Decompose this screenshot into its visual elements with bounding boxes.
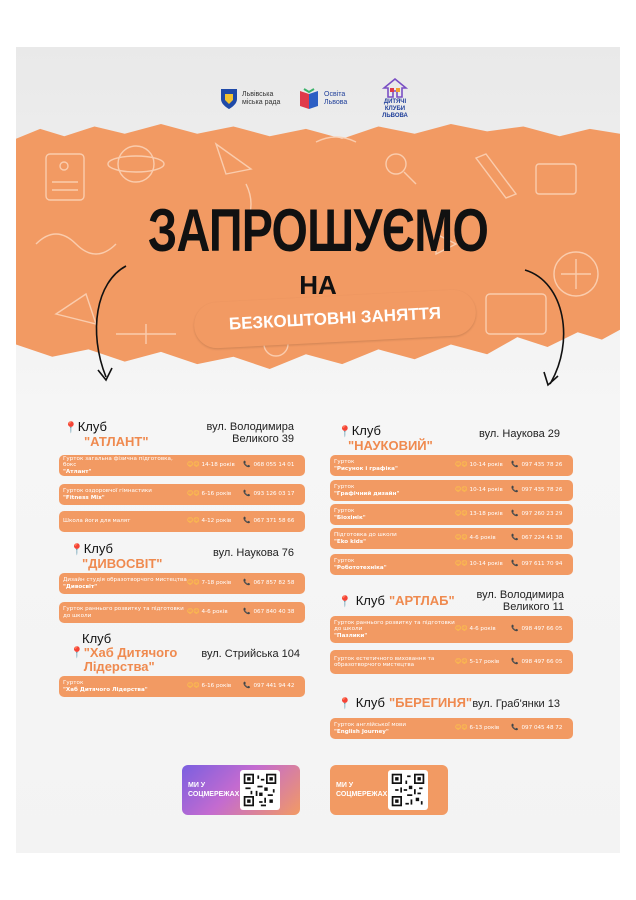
club-prefix: Клуб (77, 419, 107, 434)
coat-of-arms-icon (220, 88, 238, 110)
kids-emoji-icon: 😊😊 (455, 625, 468, 633)
phone-icon: 📞 (511, 534, 519, 542)
phone-number: 097 045 48 72 (521, 725, 563, 732)
right-arrow-icon (520, 262, 575, 392)
class-name: Підготовка до школи (334, 532, 397, 538)
age-range: 6-13 років (469, 725, 500, 732)
phone-icon: 📞 (511, 461, 519, 469)
list-item[interactable] (59, 676, 305, 697)
club-title: "АТЛАНТ" (84, 434, 149, 449)
location-pin-icon: 📍 (64, 422, 78, 434)
free-classes-banner: БЕЗКОШТОВНІ ЗАНЯТТЯ (193, 289, 477, 350)
club-address: вул. Наукова 76 (212, 547, 294, 559)
kids-clubs-logo (374, 78, 416, 120)
age-range: 5-17 років (469, 658, 500, 665)
class-name: Школа йоги для малят (63, 518, 131, 525)
age-range: 10-14 років (469, 561, 503, 568)
qr-code-icon[interactable] (240, 770, 280, 810)
phone-icon: 📞 (511, 510, 519, 518)
club-prefix: Клуб (82, 631, 112, 646)
location-pin-icon: 📍 (338, 426, 352, 438)
club-address: вул. Володимира Великого 39 (206, 421, 294, 445)
club-title: "ДИВОСВІТ" (82, 556, 163, 571)
location-pin-icon: 📍 (70, 647, 84, 659)
class-name: Гурток (334, 558, 355, 564)
kids-emoji-icon: 😊😊 (187, 461, 200, 469)
phone-number: 097 260 23 29 (521, 511, 563, 518)
class-title: "Хаб Дитячого Лідерства" (63, 686, 148, 693)
education-logo (298, 87, 358, 111)
list-item[interactable] (330, 718, 573, 739)
social-label: МИ У СОЦМЕРЕЖАХ (336, 782, 388, 798)
list-item[interactable] (330, 616, 573, 643)
kids-emoji-icon: 😊😊 (187, 490, 200, 498)
list-item[interactable] (330, 528, 573, 549)
phone-number: 067 224 41 38 (521, 535, 563, 542)
club-berehynia-header (338, 696, 472, 710)
class-name: Гурток (334, 459, 355, 465)
class-name: Гурток раннього розвитку та підготовки до школи (63, 606, 184, 619)
club-title: "БЕРЕГИНЯ" (388, 695, 473, 710)
phone-icon: 📞 (243, 608, 251, 616)
class-name: Дизайн студія образотворчого мистецтва (63, 577, 187, 583)
phone-icon: 📞 (511, 560, 519, 568)
education-label: Освіта Львова (324, 91, 348, 106)
class-name: Гурток (334, 484, 355, 490)
club-title: "НАУКОВИЙ" (348, 438, 433, 453)
house-icon (382, 78, 408, 98)
club-address: вул. Стрийська 104 (201, 648, 300, 660)
class-title: "Дивосвіт" (63, 583, 98, 590)
club-hub-header (70, 632, 200, 674)
phone-icon: 📞 (243, 579, 251, 587)
phone-number: 097 441 94 42 (253, 683, 295, 690)
social-media-card-left[interactable] (182, 765, 300, 815)
class-title: "Пазлики" (334, 632, 368, 639)
qr-code-icon[interactable] (388, 770, 428, 810)
class-title: "Eko kids" (334, 538, 366, 545)
class-name: Гурток англійської мови (334, 722, 406, 728)
education-icon (298, 87, 320, 111)
list-item[interactable] (330, 480, 573, 501)
phone-icon: 📞 (511, 657, 519, 665)
left-arrow-icon (86, 262, 136, 392)
age-range: 10-14 років (469, 487, 503, 494)
phone-number: 097 435 78 26 (521, 462, 563, 469)
age-range: 7-18 років (201, 580, 232, 587)
list-item[interactable] (59, 602, 305, 623)
phone-icon: 📞 (511, 724, 519, 732)
age-range: 6-16 років (201, 491, 232, 498)
page-title: ЗАПРОШУЄМО (147, 197, 489, 264)
list-item[interactable] (330, 504, 573, 525)
class-title: "Робототехніка" (334, 564, 387, 571)
location-pin-icon: 📍 (70, 544, 84, 556)
kids-emoji-icon: 😊😊 (455, 560, 468, 568)
club-prefix: Клуб (83, 541, 113, 556)
class-title: "Атлант" (63, 468, 92, 475)
list-item[interactable] (59, 511, 305, 532)
kids-emoji-icon: 😊😊 (455, 657, 468, 665)
club-title: "АРТЛАБ" (388, 593, 455, 608)
city-council-label: Львівська міська рада (242, 91, 281, 106)
phone-number: 098 497 66 05 (521, 626, 563, 633)
class-title: "English Journey" (334, 728, 389, 735)
club-address: вул. Граб'янки 13 (472, 698, 560, 710)
kids-emoji-icon: 😊😊 (455, 461, 468, 469)
class-name: Гурток (63, 680, 84, 686)
kids-emoji-icon: 😊😊 (187, 517, 200, 525)
location-pin-icon: 📍 (338, 697, 352, 710)
club-prefix: Клуб (355, 593, 385, 608)
list-item[interactable] (330, 455, 573, 476)
class-title: "Fitness Mix" (63, 494, 105, 501)
club-atlant-header (64, 420, 149, 449)
age-range: 4-6 років (469, 626, 496, 633)
age-range: 10-14 років (469, 462, 503, 469)
kids-emoji-icon: 😊😊 (187, 608, 200, 616)
city-council-logo (220, 88, 282, 110)
phone-number: 067 371 58 66 (253, 518, 295, 525)
age-range: 4-12 років (201, 518, 232, 525)
class-title: "Біохімік" (334, 514, 366, 521)
list-item[interactable] (330, 554, 573, 575)
club-dyvosvit-header (70, 542, 162, 571)
age-range: 4-6 років (201, 609, 228, 616)
kids-emoji-icon: 😊😊 (455, 534, 468, 542)
phone-number: 067 857 82 58 (253, 580, 295, 587)
phone-icon: 📞 (243, 517, 251, 525)
phone-icon: 📞 (243, 490, 251, 498)
class-name: Гурток загальна фізична підготовка, бокс (63, 455, 173, 469)
phone-icon: 📞 (511, 486, 519, 494)
club-artlab-header (338, 594, 455, 608)
club-address: вул. Володимира Великого 11 (476, 589, 564, 613)
class-name: Гурток оздоровчої гімнастики (63, 488, 152, 494)
phone-icon: 📞 (243, 682, 251, 690)
class-name: Гурток (334, 508, 355, 514)
kids-emoji-icon: 😊😊 (187, 682, 200, 690)
kids-emoji-icon: 😊😊 (455, 486, 468, 494)
age-range: 4-6 років (469, 535, 496, 542)
age-range: 6-16 років (201, 683, 232, 690)
phone-number: 067 840 40 38 (253, 609, 295, 616)
kids-emoji-icon: 😊😊 (455, 724, 468, 732)
phone-number: 097 435 78 26 (521, 487, 563, 494)
club-title: "Хаб Дитячого Лідерства" (83, 645, 178, 674)
phone-number: 093 126 03 17 (253, 491, 295, 498)
phone-icon: 📞 (243, 461, 251, 469)
social-media-card-right[interactable] (330, 765, 448, 815)
class-name: Гурток раннього розвитку та підготовки до школи (334, 619, 455, 633)
list-item[interactable] (59, 455, 305, 476)
kids-emoji-icon: 😊😊 (187, 579, 200, 587)
kids-clubs-label: ДИТЯЧІ КЛУБИ ЛЬВОВА (382, 99, 408, 119)
class-title: "Рисунок і графіка" (334, 465, 398, 472)
social-label: МИ У СОЦМЕРЕЖАХ (188, 782, 240, 798)
class-name: Гурток естетичного виховання та образотворчого мистецтва (334, 655, 435, 668)
phone-icon: 📞 (511, 625, 519, 633)
list-item[interactable] (330, 650, 573, 674)
list-item[interactable] (59, 573, 305, 594)
age-range: 14-18 років (201, 462, 235, 469)
logo-bar (0, 78, 636, 120)
page-subtitle: НА (299, 270, 337, 300)
list-item[interactable] (59, 484, 305, 505)
kids-emoji-icon: 😊😊 (455, 510, 468, 518)
club-prefix: Клуб (351, 423, 381, 438)
club-prefix: Клуб (355, 695, 385, 710)
phone-number: 068 055 14 01 (253, 462, 295, 469)
age-range: 13-18 років (469, 511, 503, 518)
club-naukovyi-header (338, 424, 433, 453)
class-title: "Графічний дизайн" (334, 490, 400, 497)
location-pin-icon: 📍 (338, 595, 352, 608)
club-address: вул. Наукова 29 (478, 428, 560, 440)
phone-number: 097 611 70 94 (521, 561, 563, 568)
phone-number: 098 497 66 05 (521, 658, 563, 665)
